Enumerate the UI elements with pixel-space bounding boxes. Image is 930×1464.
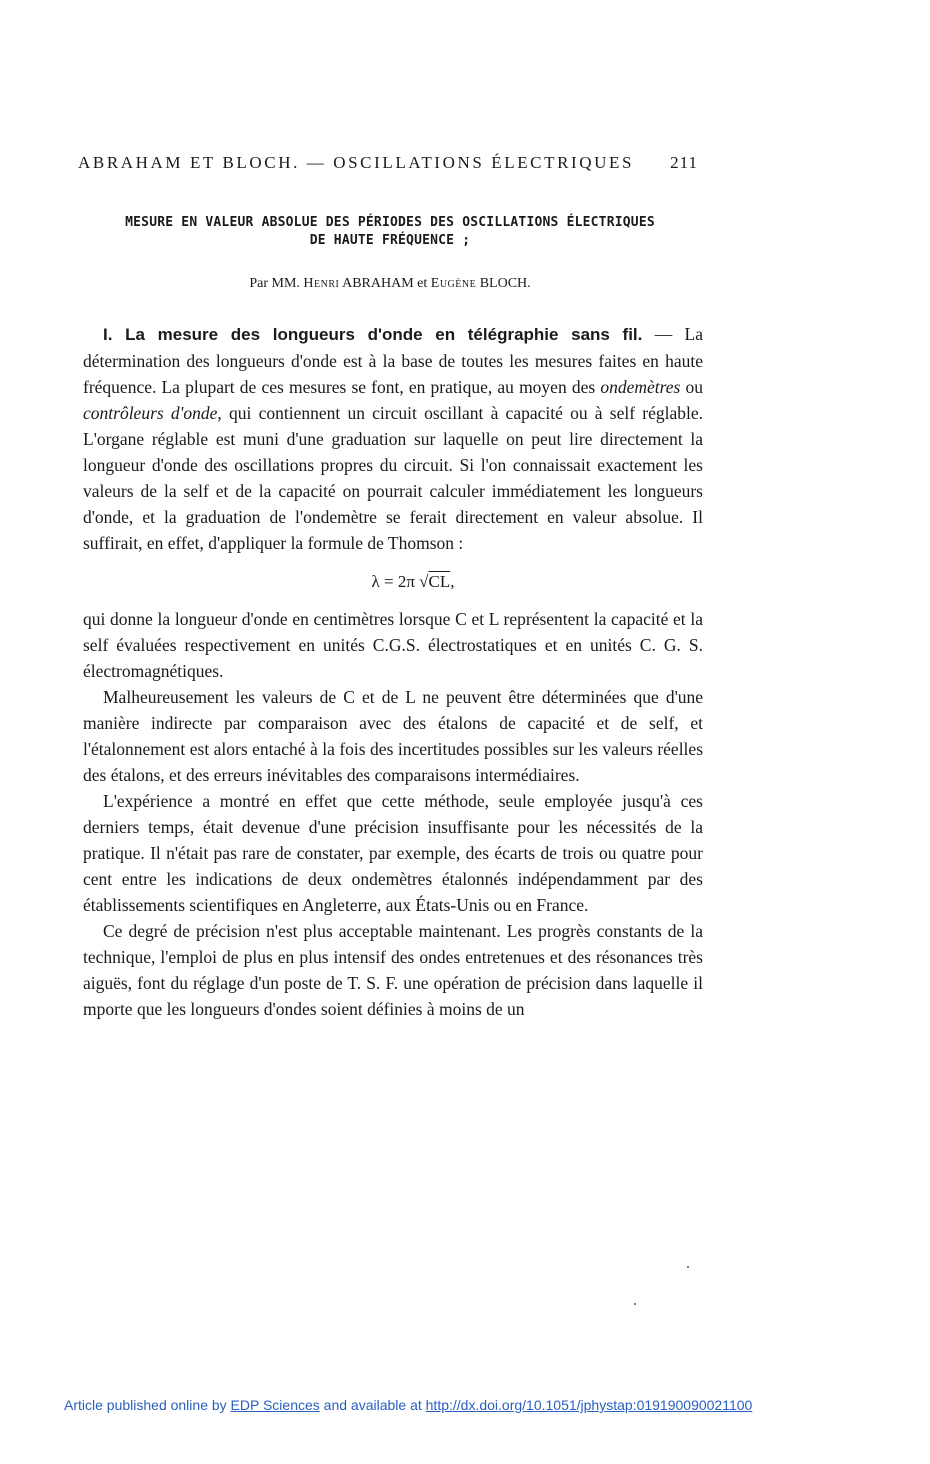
page-number: 211 bbox=[670, 153, 698, 172]
byline-prefix: Par MM. bbox=[249, 276, 300, 291]
author-2-last-name: BLOCH. bbox=[479, 276, 531, 291]
term-controleurs-onde: contrôleurs d'onde bbox=[83, 403, 218, 423]
paragraph-1-part-c: , qui contiennent un circuit oscillant à capacité ou à self réglable. L'organe réglable est muni d'une graduation sur laquelle on peut lire directement la longueur d'onde des oscillations propres du circuit. Si l'on connaissait exactement les valeurs de la self et de la capacité on pourrait calculer immédiatement les longueurs d'onde, et la graduation de l'ondemètre se ferait directement en valeur absolue. Il suffirait, en effet, d'appliquer la formule de Thomson : bbox=[83, 403, 703, 553]
article-body bbox=[83, 321, 703, 1022]
author-2-first-name: Eugène bbox=[430, 276, 477, 291]
section-heading: I. La mesure des longueurs d'onde en télégraphie sans fil. bbox=[103, 325, 643, 344]
footer-middle: and available at bbox=[319, 1397, 426, 1413]
thomson-formula bbox=[83, 569, 703, 595]
paragraph-1 bbox=[83, 321, 703, 556]
equation-tail: , bbox=[450, 572, 455, 591]
publication-footer bbox=[64, 1397, 752, 1413]
publisher-link[interactable]: EDP Sciences bbox=[230, 1397, 320, 1413]
paragraph-2: qui donne la longueur d'onde en centimètres lorsque C et L représentent la capacité et la self évaluées respectivement en unités C.G.S. électrostatiques et en unités C. G. S. électromagnétiques. bbox=[83, 609, 703, 681]
footer-prefix: Article published online by bbox=[64, 1397, 231, 1413]
scan-speck bbox=[687, 1266, 689, 1268]
doi-link[interactable]: http://dx.doi.org/10.1051/jphystap:019190090021100 bbox=[425, 1397, 753, 1413]
article-title-line-2: DE HAUTE FRÉQUENCE ; bbox=[309, 233, 471, 248]
scan-speck bbox=[634, 1303, 636, 1305]
author-1-last-name: ABRAHAM bbox=[342, 276, 414, 291]
byline-conjunction: et bbox=[417, 276, 428, 291]
article-title-line-1: MESURE EN VALEUR ABSOLUE DES PÉRIODES DES OSCILLATIONS ÉLECTRIQUES bbox=[125, 215, 655, 230]
running-head-text: ABRAHAM ET BLOCH. — OSCILLATIONS ÉLECTRIQUES bbox=[78, 153, 635, 172]
equation-radicand: CL bbox=[428, 572, 451, 591]
byline bbox=[78, 276, 702, 292]
paragraph-1-part-a: — La détermination des longueurs d'onde est à la base de toutes les mesures faites en haute fréquence. La plupart de ces mesures se font, en pratique, au moyen des bbox=[83, 324, 703, 397]
paragraph-1-part-b: ou bbox=[680, 377, 704, 397]
paragraph-3: Malheureusement les valeurs de C et de L ne peuvent être déterminées que d'une manière indirecte par comparaison avec des étalons de capacité et de self, et l'étalonnement est alors entaché à la fois des incertitudes possibles sur les valeurs réelles des étalons, et des erreurs inévitables des comparaisons intermédiaires. bbox=[83, 687, 703, 785]
paragraph-5: Ce degré de précision n'est plus acceptable maintenant. Les progrès constants de la technique, l'emploi de plus en plus intensif des ondes entretenues et des résonances très aiguës, font du réglage d'un poste de T. S. F. une opération de précision dans laquelle il mporte que les longueurs d'ondes soient définies à moins de un bbox=[83, 921, 703, 1019]
equation-lhs: λ = 2π √ bbox=[371, 572, 429, 591]
running-head bbox=[78, 153, 698, 173]
article-title bbox=[78, 214, 702, 250]
author-1-first-name: Henri bbox=[303, 276, 340, 291]
term-ondemetres: ondemètres bbox=[600, 377, 681, 397]
paragraph-4: L'expérience a montré en effet que cette méthode, seule employée jusqu'à ces derniers temps, était devenue d'une précision insuffisante pour les nécessités de la pratique. Il n'était pas rare de constater, par exemple, des écarts de trois ou quatre pour cent entre les indications de deux ondemètres étalonnés indépendamment par des établissements scientifiques en Angleterre, aux États-Unis ou en France. bbox=[83, 791, 703, 915]
